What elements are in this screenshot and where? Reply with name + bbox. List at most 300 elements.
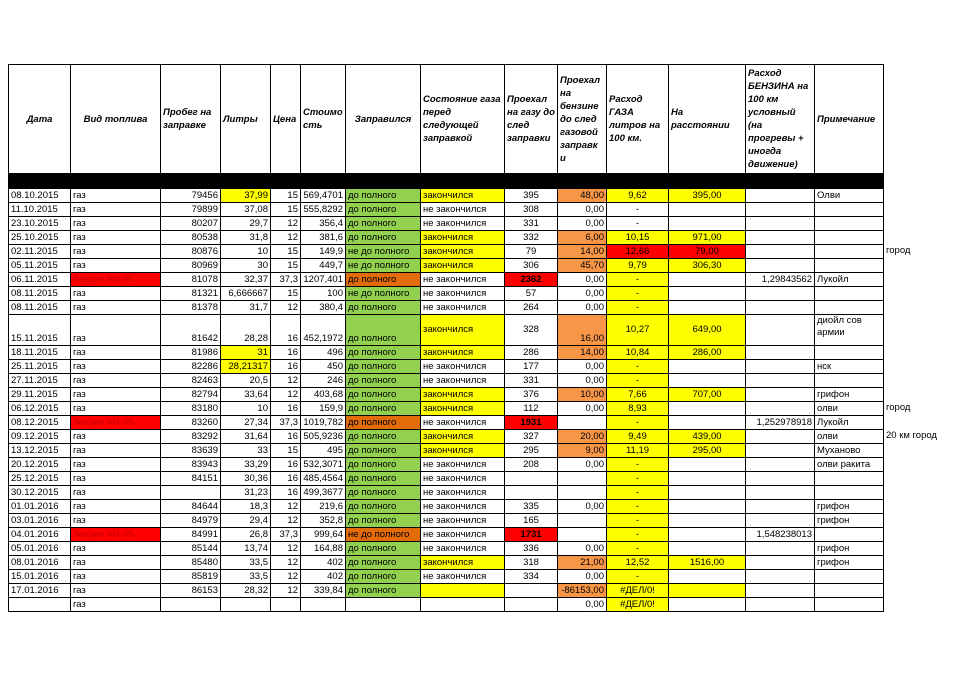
cost-cell: 1207,401 [301, 273, 346, 287]
odometer-cell: 81321 [161, 287, 221, 301]
petrol-rate-cell [746, 231, 815, 245]
fuel-type-cell: газ [71, 486, 161, 500]
liters-cell: 31 [221, 346, 271, 360]
cost-cell: 159,9 [301, 402, 346, 416]
liters-cell [221, 598, 271, 612]
gas-rate-cell: - [607, 458, 669, 472]
table-row [9, 598, 884, 612]
date-cell: 08.11.2015 [9, 287, 71, 301]
fuel-type-cell: бензин АИ-95 [71, 273, 161, 287]
gas-km-cell: 376 [505, 388, 558, 402]
price-cell: 15 [271, 259, 301, 273]
price-cell: 12 [271, 514, 301, 528]
price-cell: 16 [271, 458, 301, 472]
petrol-rate-cell [746, 598, 815, 612]
date-cell: 08.12.2015 [9, 416, 71, 430]
odometer-cell [161, 598, 221, 612]
table-row [9, 273, 884, 287]
fuel-type-cell: газ [71, 542, 161, 556]
note-cell: грифон [815, 500, 884, 514]
gas-state-cell: закончился [421, 556, 505, 570]
petrol-rate-cell [746, 472, 815, 486]
cost-cell: 352,8 [301, 514, 346, 528]
outside-note: город [886, 402, 911, 413]
filled-cell: до полного [346, 346, 421, 360]
fuel-type-cell: газ [71, 458, 161, 472]
gas-rate-cell: 12,66 [607, 245, 669, 259]
petrol-km-cell: 6,00 [558, 231, 607, 245]
header-separator-bar [9, 174, 884, 189]
filled-cell: до полного [346, 472, 421, 486]
gas-rate-cell: 11,19 [607, 444, 669, 458]
gas-rate-cell: - [607, 486, 669, 500]
table-row [9, 360, 884, 374]
odometer-cell: 81378 [161, 301, 221, 315]
cost-cell: 505,9236 [301, 430, 346, 444]
gas-rate-cell: - [607, 500, 669, 514]
odometer-cell: 81986 [161, 346, 221, 360]
petrol-rate-cell [746, 388, 815, 402]
petrol-rate-cell [746, 287, 815, 301]
fuel-type-cell: газ [71, 301, 161, 315]
header-distance: На расстоянии [669, 65, 746, 174]
date-cell: 08.10.2015 [9, 189, 71, 203]
odometer-cell: 83943 [161, 458, 221, 472]
price-cell: 12 [271, 570, 301, 584]
odometer-cell: 82463 [161, 374, 221, 388]
note-cell: Лукойл [815, 273, 884, 287]
filled-cell: до полного [346, 486, 421, 500]
table-row [9, 570, 884, 584]
table-row [9, 245, 884, 259]
gas-km-cell: 308 [505, 203, 558, 217]
filled-cell: не до полного [346, 245, 421, 259]
liters-cell: 10 [221, 245, 271, 259]
date-cell: 06.12.2015 [9, 402, 71, 416]
gas-state-cell: не закончился [421, 301, 505, 315]
filled-cell: до полного [346, 315, 421, 346]
gas-km-cell: 336 [505, 542, 558, 556]
fuel-type-cell: газ [71, 360, 161, 374]
gas-rate-cell: - [607, 273, 669, 287]
filled-cell: до полного [346, 189, 421, 203]
note-cell [815, 301, 884, 315]
table-row [9, 584, 884, 598]
gas-rate-cell: 9,49 [607, 430, 669, 444]
gas-km-cell [505, 584, 558, 598]
fuel-type-cell: газ [71, 217, 161, 231]
gas-rate-cell: 7,66 [607, 388, 669, 402]
liters-cell: 28,21317 [221, 360, 271, 374]
gas-rate-cell: - [607, 528, 669, 542]
distance-cell [669, 203, 746, 217]
odometer-cell: 84151 [161, 472, 221, 486]
distance-cell: 286,00 [669, 346, 746, 360]
date-cell [9, 598, 71, 612]
cost-cell: 402 [301, 570, 346, 584]
gas-state-cell: закончился [421, 245, 505, 259]
petrol-rate-cell [746, 500, 815, 514]
gas-rate-cell: - [607, 416, 669, 430]
gas-rate-cell: 12,52 [607, 556, 669, 570]
header-liters: Литры [221, 65, 271, 174]
date-cell: 03.01.2016 [9, 514, 71, 528]
distance-cell [669, 458, 746, 472]
price-cell: 15 [271, 203, 301, 217]
header-note: Примечание [815, 65, 884, 174]
header-row [9, 65, 884, 174]
price-cell: 15 [271, 245, 301, 259]
cost-cell: 499,3677 [301, 486, 346, 500]
gas-state-cell: не закончился [421, 287, 505, 301]
fuel-log-table [8, 64, 884, 612]
gas-km-cell: 208 [505, 458, 558, 472]
price-cell: 12 [271, 217, 301, 231]
header-odometer: Пробег на заправке [161, 65, 221, 174]
fuel-type-cell: газ [71, 374, 161, 388]
table-row [9, 528, 884, 542]
distance-cell [669, 570, 746, 584]
petrol-km-cell: 0,00 [558, 360, 607, 374]
table-row [9, 287, 884, 301]
liters-cell: 26,8 [221, 528, 271, 542]
odometer-cell [161, 486, 221, 500]
gas-rate-cell: - [607, 542, 669, 556]
gas-km-cell [505, 472, 558, 486]
distance-cell [669, 514, 746, 528]
cost-cell: 999,64 [301, 528, 346, 542]
note-cell: грифон [815, 388, 884, 402]
date-cell: 27.11.2015 [9, 374, 71, 388]
price-cell: 37,3 [271, 273, 301, 287]
odometer-cell: 79456 [161, 189, 221, 203]
liters-cell: 28,32 [221, 584, 271, 598]
table-row [9, 231, 884, 245]
liters-cell: 6,666667 [221, 287, 271, 301]
cost-cell: 452,1972 [301, 315, 346, 346]
cost-cell: 100 [301, 287, 346, 301]
distance-cell: 395,00 [669, 189, 746, 203]
liters-cell: 33,29 [221, 458, 271, 472]
petrol-km-cell: 0,00 [558, 287, 607, 301]
table-row [9, 315, 884, 346]
date-cell: 05.11.2015 [9, 259, 71, 273]
note-cell [815, 346, 884, 360]
date-cell: 01.01.2016 [9, 500, 71, 514]
date-cell: 25.12.2015 [9, 472, 71, 486]
price-cell: 12 [271, 388, 301, 402]
gas-state-cell: закончился [421, 388, 505, 402]
filled-cell: до полного [346, 388, 421, 402]
liters-cell: 29,7 [221, 217, 271, 231]
filled-cell: до полного [346, 231, 421, 245]
price-cell: 37,3 [271, 416, 301, 430]
gas-rate-cell: 10,84 [607, 346, 669, 360]
gas-km-cell: 335 [505, 500, 558, 514]
liters-cell: 18,3 [221, 500, 271, 514]
filled-cell: до полного [346, 301, 421, 315]
outside-note: 20 км город [886, 430, 937, 441]
distance-cell [669, 301, 746, 315]
date-cell: 08.01.2016 [9, 556, 71, 570]
filled-cell: до полного [346, 217, 421, 231]
gas-rate-cell: #ДЕЛ/0! [607, 584, 669, 598]
distance-cell [669, 374, 746, 388]
liters-cell: 33 [221, 444, 271, 458]
gas-state-cell: не закончился [421, 458, 505, 472]
odometer-cell: 84644 [161, 500, 221, 514]
petrol-rate-cell [746, 360, 815, 374]
filled-cell: до полного [346, 570, 421, 584]
gas-km-cell: 295 [505, 444, 558, 458]
petrol-km-cell: 45,70 [558, 259, 607, 273]
gas-state-cell: не закончился [421, 374, 505, 388]
liters-cell: 32,37 [221, 273, 271, 287]
cost-cell [301, 598, 346, 612]
petrol-km-cell: 21,00 [558, 556, 607, 570]
petrol-km-cell: 14,00 [558, 346, 607, 360]
gas-state-cell: не закончился [421, 472, 505, 486]
note-cell [815, 287, 884, 301]
table-row [9, 430, 884, 444]
petrol-rate-cell [746, 301, 815, 315]
price-cell: 16 [271, 430, 301, 444]
petrol-rate-cell [746, 217, 815, 231]
cost-cell: 246 [301, 374, 346, 388]
fuel-type-cell: газ [71, 346, 161, 360]
header-gas-state: Состояние газа перед следующей заправкой [421, 65, 505, 174]
date-cell: 23.10.2015 [9, 217, 71, 231]
liters-cell: 37,08 [221, 203, 271, 217]
table-row [9, 514, 884, 528]
petrol-km-cell: 0,00 [558, 598, 607, 612]
petrol-rate-cell [746, 259, 815, 273]
note-cell [815, 231, 884, 245]
gas-rate-cell: 8,93 [607, 402, 669, 416]
liters-cell: 29,4 [221, 514, 271, 528]
petrol-rate-cell [746, 402, 815, 416]
header-filled: Заправился [346, 65, 421, 174]
price-cell: 12 [271, 584, 301, 598]
price-cell: 37,3 [271, 528, 301, 542]
filled-cell [346, 598, 421, 612]
filled-cell: до полного [346, 273, 421, 287]
note-cell [815, 374, 884, 388]
liters-cell: 31,7 [221, 301, 271, 315]
note-cell: грифон [815, 542, 884, 556]
petrol-rate-cell [746, 430, 815, 444]
note-cell [815, 203, 884, 217]
liters-cell: 30 [221, 259, 271, 273]
price-cell [271, 598, 301, 612]
fuel-type-cell: газ [71, 472, 161, 486]
price-cell: 16 [271, 360, 301, 374]
gas-state-cell [421, 598, 505, 612]
odometer-cell: 83180 [161, 402, 221, 416]
gas-state-cell: закончился [421, 315, 505, 346]
odometer-cell: 83292 [161, 430, 221, 444]
distance-cell [669, 217, 746, 231]
gas-rate-cell: - [607, 570, 669, 584]
gas-rate-cell: - [607, 374, 669, 388]
odometer-cell: 80207 [161, 217, 221, 231]
petrol-rate-cell [746, 203, 815, 217]
petrol-rate-cell [746, 584, 815, 598]
table-row [9, 500, 884, 514]
gas-km-cell: 264 [505, 301, 558, 315]
odometer-cell: 81642 [161, 315, 221, 346]
liters-cell: 30,36 [221, 472, 271, 486]
fuel-type-cell: газ [71, 231, 161, 245]
odometer-cell: 86153 [161, 584, 221, 598]
header-petrol-rate: Расход БЕНЗИНА на 100 км условный (на прогревы + иногда движение) [746, 65, 815, 174]
gas-state-cell [421, 584, 505, 598]
cost-cell: 356,4 [301, 217, 346, 231]
liters-cell: 33,64 [221, 388, 271, 402]
fuel-type-cell: газ [71, 514, 161, 528]
cost-cell: 164,88 [301, 542, 346, 556]
petrol-km-cell: -86153,00 [558, 584, 607, 598]
header-gas-km: Проехал на газу до след заправки [505, 65, 558, 174]
table-row [9, 472, 884, 486]
fuel-type-cell: газ [71, 598, 161, 612]
gas-state-cell: не закончился [421, 542, 505, 556]
odometer-cell: 84991 [161, 528, 221, 542]
date-cell: 20.12.2015 [9, 458, 71, 472]
filled-cell: до полного [346, 556, 421, 570]
price-cell: 12 [271, 556, 301, 570]
gas-km-cell: 1731 [505, 528, 558, 542]
cost-cell: 485,4564 [301, 472, 346, 486]
gas-km-cell: 318 [505, 556, 558, 570]
cost-cell: 219,6 [301, 500, 346, 514]
petrol-rate-cell [746, 570, 815, 584]
date-cell: 02.11.2015 [9, 245, 71, 259]
table-row [9, 388, 884, 402]
fuel-type-cell: газ [71, 203, 161, 217]
distance-cell: 295,00 [669, 444, 746, 458]
petrol-km-cell [558, 416, 607, 430]
petrol-rate-cell: 1,29843562 [746, 273, 815, 287]
petrol-km-cell [558, 514, 607, 528]
header-gas-rate: Расход ГАЗА литров на 100 км. [607, 65, 669, 174]
cost-cell: 403,68 [301, 388, 346, 402]
outside-note: город [886, 245, 911, 256]
gas-km-cell: 286 [505, 346, 558, 360]
price-cell: 16 [271, 486, 301, 500]
gas-rate-cell: - [607, 217, 669, 231]
fuel-type-cell: газ [71, 388, 161, 402]
fuel-type-cell: газ [71, 444, 161, 458]
distance-cell: 649,00 [669, 315, 746, 346]
gas-rate-cell: - [607, 472, 669, 486]
petrol-rate-cell [746, 514, 815, 528]
table-row [9, 346, 884, 360]
gas-rate-cell: - [607, 287, 669, 301]
petrol-km-cell [558, 528, 607, 542]
date-cell: 08.11.2015 [9, 301, 71, 315]
distance-cell [669, 273, 746, 287]
note-cell [815, 528, 884, 542]
petrol-km-cell: 9,00 [558, 444, 607, 458]
gas-km-cell: 177 [505, 360, 558, 374]
odometer-cell: 80538 [161, 231, 221, 245]
petrol-rate-cell [746, 486, 815, 500]
gas-km-cell: 79 [505, 245, 558, 259]
fuel-type-cell: газ [71, 189, 161, 203]
odometer-cell: 85480 [161, 556, 221, 570]
price-cell: 16 [271, 472, 301, 486]
note-cell: олви [815, 430, 884, 444]
petrol-rate-cell [746, 245, 815, 259]
table-row [9, 458, 884, 472]
cost-cell: 449,7 [301, 259, 346, 273]
cost-cell: 381,6 [301, 231, 346, 245]
fuel-type-cell: газ [71, 430, 161, 444]
gas-km-cell [505, 598, 558, 612]
gas-state-cell: не закончился [421, 528, 505, 542]
petrol-rate-cell: 1,252978918 [746, 416, 815, 430]
gas-km-cell: 331 [505, 217, 558, 231]
date-cell: 09.12.2015 [9, 430, 71, 444]
petrol-km-cell: 0,00 [558, 458, 607, 472]
odometer-cell: 80969 [161, 259, 221, 273]
filled-cell: до полного [346, 584, 421, 598]
liters-cell: 31,23 [221, 486, 271, 500]
filled-cell: не до полного [346, 287, 421, 301]
filled-cell: до полного [346, 360, 421, 374]
fuel-type-cell: бензин АИ-95 [71, 528, 161, 542]
gas-state-cell: закончился [421, 430, 505, 444]
petrol-rate-cell [746, 556, 815, 570]
price-cell: 15 [271, 189, 301, 203]
gas-state-cell: не закончился [421, 273, 505, 287]
note-cell [815, 598, 884, 612]
distance-cell [669, 416, 746, 430]
petrol-km-cell [558, 472, 607, 486]
gas-state-cell: не закончился [421, 416, 505, 430]
gas-km-cell: 57 [505, 287, 558, 301]
liters-cell: 28,28 [221, 315, 271, 346]
filled-cell: до полного [346, 514, 421, 528]
distance-cell [669, 287, 746, 301]
liters-cell: 27,34 [221, 416, 271, 430]
petrol-rate-cell [746, 189, 815, 203]
odometer-cell: 85144 [161, 542, 221, 556]
filled-cell: до полного [346, 458, 421, 472]
gas-state-cell: не закончился [421, 570, 505, 584]
petrol-km-cell [558, 486, 607, 500]
gas-state-cell: закончился [421, 231, 505, 245]
gas-km-cell: 331 [505, 374, 558, 388]
note-cell [815, 584, 884, 598]
date-cell: 04.01.2016 [9, 528, 71, 542]
note-cell: Олви [815, 189, 884, 203]
distance-cell: 971,00 [669, 231, 746, 245]
liters-cell: 13,74 [221, 542, 271, 556]
gas-km-cell [505, 486, 558, 500]
gas-rate-cell: #ДЕЛ/0! [607, 598, 669, 612]
distance-cell [669, 360, 746, 374]
note-cell: диойл сов армии [815, 315, 884, 346]
price-cell: 12 [271, 231, 301, 245]
filled-cell: до полного [346, 542, 421, 556]
filled-cell: до полного [346, 430, 421, 444]
petrol-km-cell: 0,00 [558, 217, 607, 231]
note-cell [815, 217, 884, 231]
date-cell: 29.11.2015 [9, 388, 71, 402]
table-row [9, 374, 884, 388]
